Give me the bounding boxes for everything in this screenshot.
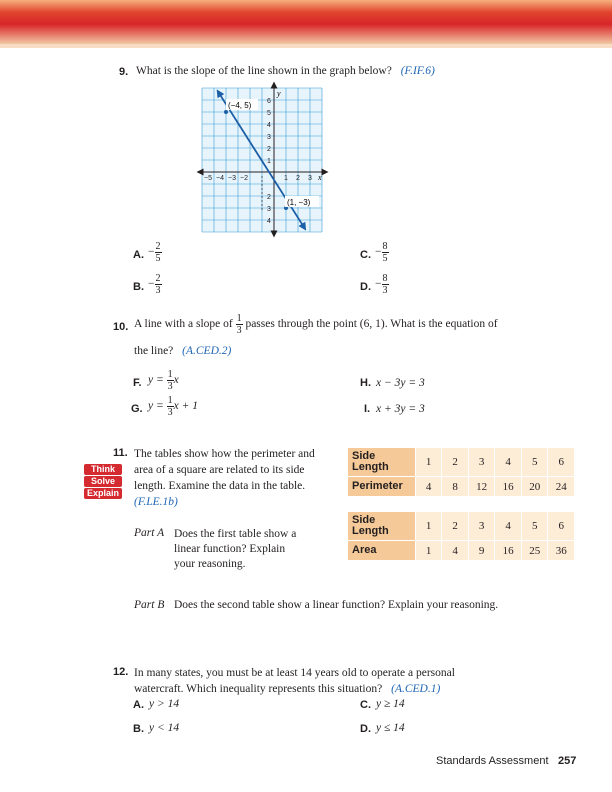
table-cell: 25 xyxy=(521,541,548,561)
q9-choice-b xyxy=(148,273,162,296)
table-row xyxy=(348,512,575,541)
q11-number: 11. xyxy=(113,447,128,459)
table-cell: 24 xyxy=(548,477,575,497)
header-banner-edge xyxy=(0,44,612,48)
table-cell: 3 xyxy=(468,512,495,541)
table-cell: 1 xyxy=(415,512,442,541)
table-cell: 6 xyxy=(548,512,575,541)
q12-line: watercraft. Which inequality represents this situation? xyxy=(134,683,383,695)
table-cell: 12 xyxy=(468,477,495,497)
fraction xyxy=(167,369,174,392)
table-row xyxy=(348,477,575,497)
table-cell: 36 xyxy=(548,541,575,561)
q9-choice-a-letter: A. xyxy=(133,249,144,261)
q9-choice-c xyxy=(375,241,389,264)
q9-choice-d-letter: D. xyxy=(360,281,371,293)
table-cell: 3 xyxy=(468,448,495,477)
x-axis-label: x xyxy=(318,173,322,182)
fraction xyxy=(155,241,162,264)
y-tick-label: 2 xyxy=(267,146,271,153)
q10-choice-g-letter: G. xyxy=(131,403,143,415)
table-cell: 4 xyxy=(442,541,469,561)
q9-question xyxy=(136,65,435,77)
q10-choice-h-letter: H. xyxy=(360,377,371,389)
q9-graph xyxy=(195,80,335,240)
explain-tab: Explain xyxy=(84,488,122,499)
q10-choice-g xyxy=(148,395,198,418)
x-tick-label: −2 xyxy=(240,175,248,182)
q9-number: 9. xyxy=(119,66,129,78)
q11-standard: (F.LE.1b) xyxy=(134,496,178,508)
table-header: Side Length xyxy=(348,512,416,541)
table-header: Perimeter xyxy=(348,477,416,497)
fraction xyxy=(167,395,174,418)
solve-tab: Solve xyxy=(84,476,122,487)
sign: − xyxy=(375,246,382,259)
q12-choice-c: y ≥ 14 xyxy=(376,698,405,710)
q11-line: The tables show how the perimeter and xyxy=(134,448,315,460)
q12-choice-d-letter: D. xyxy=(360,723,371,735)
y-tick-label: 1 xyxy=(267,158,271,165)
q10-text-line2: the line? xyxy=(134,345,174,357)
table-cell: 9 xyxy=(468,541,495,561)
denominator: 5 xyxy=(382,253,388,264)
sign: − xyxy=(375,278,382,291)
q12-choice-a: y > 14 xyxy=(149,698,180,710)
q12-choice-d: y ≤ 14 xyxy=(376,722,405,734)
sign: − xyxy=(148,278,155,291)
numerator: 1 xyxy=(167,369,173,380)
q9-standard: (F.IF.6) xyxy=(400,65,435,77)
q10-choice-f-letter: F. xyxy=(133,377,142,389)
part-b-question: Does the second table show a linear function? Explain your reasoning. xyxy=(174,599,499,611)
q10-choice-f xyxy=(148,369,179,392)
x-tick-label: −3 xyxy=(228,175,236,182)
table-header: Side Length xyxy=(348,448,416,477)
y-tick-label: 3 xyxy=(267,134,271,141)
y-tick-label: 2 xyxy=(267,194,271,201)
q11-line: area of a square are related to its side xyxy=(134,464,305,476)
x-tick-label: −5 xyxy=(204,175,212,182)
denominator: 3 xyxy=(382,285,388,296)
equation-lhs: y = xyxy=(148,374,164,387)
table-cell: 20 xyxy=(521,477,548,497)
fraction xyxy=(155,273,162,296)
y-tick-label: 4 xyxy=(267,122,271,129)
think-tab: Think xyxy=(84,464,122,475)
q12-choice-b: y < 14 xyxy=(149,722,180,734)
numerator: 1 xyxy=(167,395,173,406)
table-cell: 1 xyxy=(415,541,442,561)
q10-choice-i-letter: I. xyxy=(364,403,371,415)
numerator: 2 xyxy=(155,241,161,252)
q12-choice-c-letter: C. xyxy=(360,699,371,711)
q10-choice-i: x + 3y = 3 xyxy=(376,403,425,415)
sign: − xyxy=(148,246,155,259)
x-tick-label: 2 xyxy=(296,175,300,182)
table-cell: 16 xyxy=(495,477,522,497)
part-a-line: your reasoning. xyxy=(174,558,246,570)
x-tick-label: −4 xyxy=(216,175,224,182)
denominator: 5 xyxy=(155,253,161,264)
part-a-question xyxy=(174,527,344,572)
slope-fraction xyxy=(236,313,243,336)
part-a-line: Does the first table show a xyxy=(174,528,297,540)
table-cell: 4 xyxy=(495,512,522,541)
equation-rhs: x + 1 xyxy=(173,400,198,413)
fraction xyxy=(382,241,389,264)
table-cell: 6 xyxy=(548,448,575,477)
q11-question xyxy=(134,446,344,510)
denominator: 3 xyxy=(167,407,173,418)
q12-choice-a-letter: A. xyxy=(133,699,144,711)
numerator: 2 xyxy=(155,273,161,284)
table-cell: 16 xyxy=(495,541,522,561)
q9-choice-b-letter: B. xyxy=(133,281,144,293)
table-cell: 5 xyxy=(521,512,548,541)
part-b-label: Part B xyxy=(134,599,165,611)
q11-line: length. Examine the data in the table. xyxy=(134,480,306,492)
table-cell: 2 xyxy=(442,512,469,541)
denominator: 3 xyxy=(236,325,242,336)
q10-choice-h: x − 3y = 3 xyxy=(376,377,425,389)
denominator: 3 xyxy=(155,285,161,296)
table-cell: 5 xyxy=(521,448,548,477)
y-axis-label: y xyxy=(277,89,281,98)
page-number: 257 xyxy=(558,755,577,767)
q12-number: 12. xyxy=(113,666,129,678)
table-row xyxy=(348,541,575,561)
part-a-line: linear function? Explain xyxy=(174,543,286,555)
table-row xyxy=(348,448,575,477)
point-b-label: (1, −3) xyxy=(287,198,311,207)
y-tick-label: 3 xyxy=(267,206,271,213)
q12-choice-b-letter: B. xyxy=(133,723,144,735)
y-tick-label: 4 xyxy=(267,218,271,225)
table-cell: 1 xyxy=(415,448,442,477)
table-cell: 2 xyxy=(442,448,469,477)
q9-text: What is the slope of the line shown in the graph below? xyxy=(136,65,392,77)
denominator: 3 xyxy=(167,381,173,392)
point-a xyxy=(224,110,228,114)
q12-question xyxy=(134,665,455,697)
perimeter-table xyxy=(347,447,575,497)
table-header: Area xyxy=(348,541,416,561)
x-tick-label: 1 xyxy=(284,175,288,182)
q12-line: In many states, you must be at least 14 years old to operate a personal xyxy=(134,667,455,679)
table-cell: 4 xyxy=(415,477,442,497)
q10-text-after: passes through the point (6, 1). What is the equation of xyxy=(245,318,498,331)
q10-text-before: A line with a slope of xyxy=(134,318,233,331)
y-tick-label: 5 xyxy=(267,110,271,117)
header-banner xyxy=(0,0,612,44)
area-table xyxy=(347,511,575,561)
table-cell: 8 xyxy=(442,477,469,497)
y-tick-label: 6 xyxy=(267,98,271,105)
numerator: 1 xyxy=(236,313,242,324)
q12-standard: (A.CED.1) xyxy=(391,683,441,695)
point-a-label: (−4, 5) xyxy=(228,101,252,110)
fraction xyxy=(382,273,389,296)
numerator: 8 xyxy=(382,273,388,284)
q10-question xyxy=(134,313,498,336)
q10-number: 10. xyxy=(113,321,129,333)
equation-rhs: x xyxy=(173,374,179,387)
part-a-label: Part A xyxy=(134,527,165,539)
q10-question-line2 xyxy=(134,345,231,357)
table-cell: 4 xyxy=(495,448,522,477)
x-tick-label: 3 xyxy=(308,175,312,182)
equation-lhs: y = xyxy=(148,400,164,413)
footer-title: Standards Assessment xyxy=(436,755,549,767)
numerator: 8 xyxy=(382,241,388,252)
q9-choice-d xyxy=(375,273,389,296)
q9-choice-a xyxy=(148,241,162,264)
q9-choice-c-letter: C. xyxy=(360,249,371,261)
q10-standard: (A.CED.2) xyxy=(182,345,232,357)
